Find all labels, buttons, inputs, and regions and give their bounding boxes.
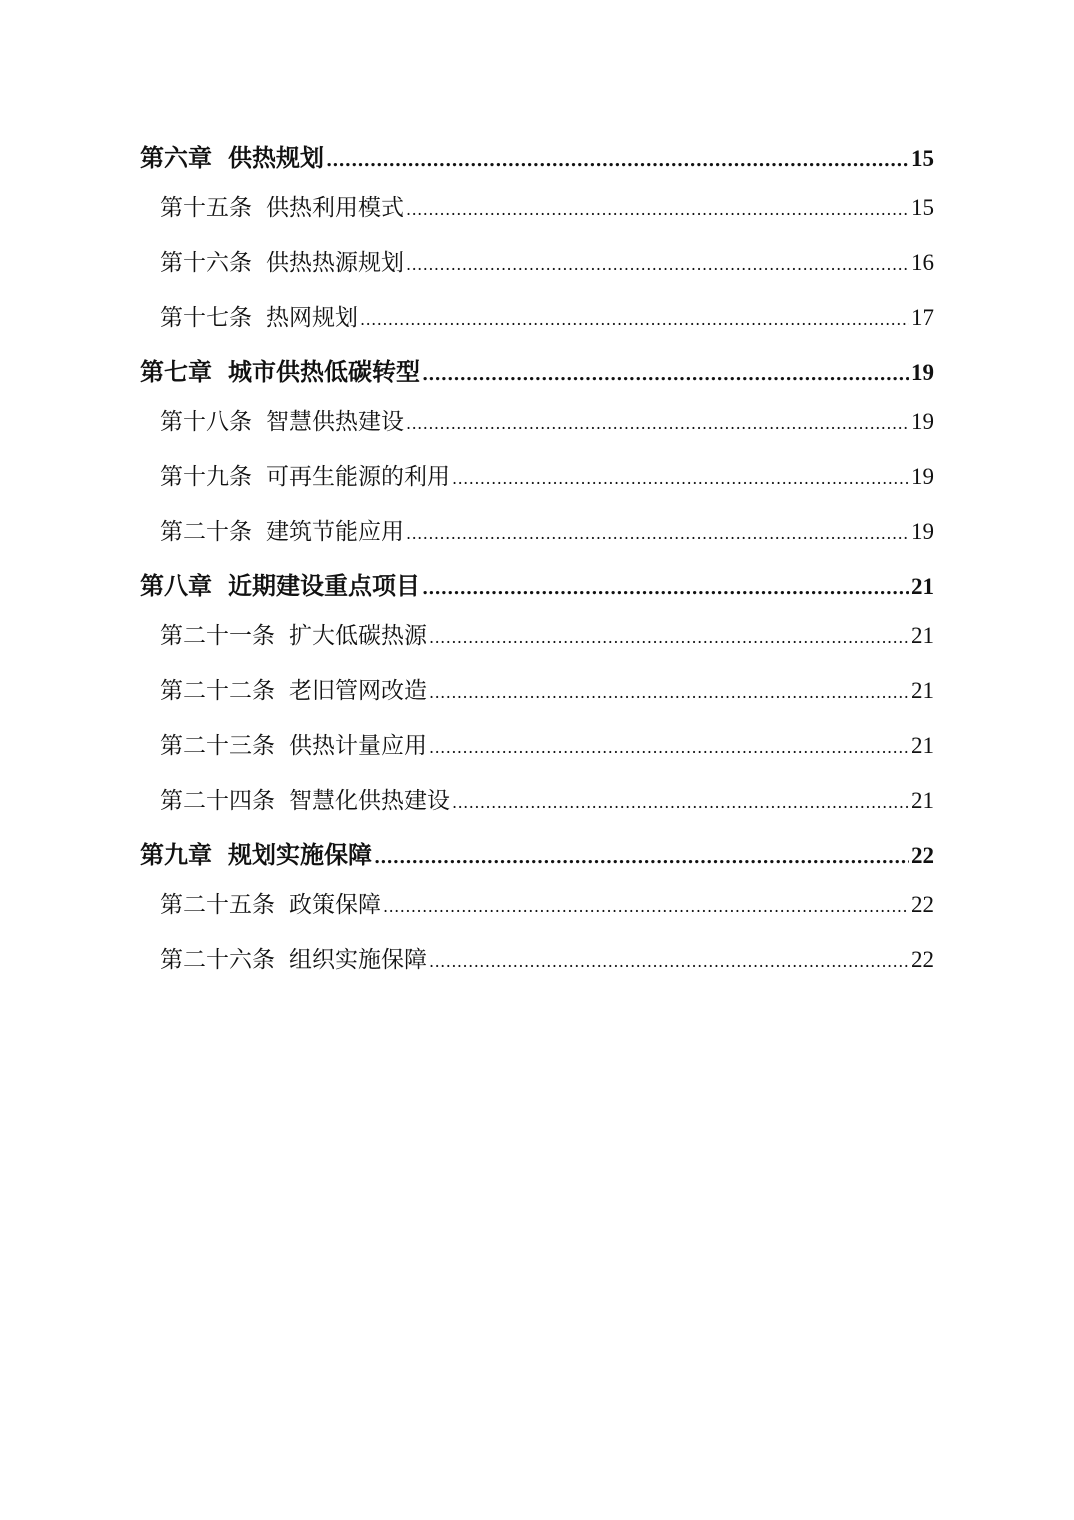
section-title: 可再生能源的利用 (266, 464, 450, 490)
page-number: 19 (911, 519, 934, 544)
page-number: 22 (911, 947, 934, 972)
section-title: 组织实施保障 (289, 947, 427, 973)
section-number: 第二十六条 (160, 947, 275, 973)
section-number: 第十五条 (160, 195, 252, 221)
section-number: 第二十三条 (160, 733, 275, 759)
page-number: 19 (911, 360, 934, 385)
chapter-number: 第六章 (140, 143, 212, 172)
section-number: 第十七条 (160, 305, 252, 331)
section-number: 第二十四条 (160, 788, 275, 814)
toc-section-21[interactable] (140, 616, 934, 671)
dot-leader (422, 354, 909, 393)
chapter-title: 供热规划 (228, 143, 324, 172)
toc-section-25[interactable] (140, 885, 934, 940)
section-title: 政策保障 (289, 892, 381, 918)
page-number: 16 (911, 250, 934, 275)
chapter-number: 第七章 (140, 357, 212, 386)
dot-leader (406, 188, 909, 230)
chapter-number: 第九章 (140, 840, 212, 869)
dot-leader (406, 512, 909, 554)
dot-leader (383, 885, 909, 927)
section-number: 第十九条 (160, 464, 252, 490)
page-number: 17 (911, 305, 934, 330)
dot-leader (406, 402, 909, 444)
toc-section-18[interactable] (140, 402, 934, 457)
toc-section-20[interactable] (140, 512, 934, 568)
page-number: 22 (911, 892, 934, 917)
page-number: 21 (911, 733, 934, 758)
section-title: 智慧化供热建设 (289, 788, 450, 814)
page-number: 19 (911, 464, 934, 489)
page-number: 15 (911, 146, 934, 171)
toc-chapter-7[interactable] (140, 354, 934, 402)
page-number: 21 (911, 623, 934, 648)
toc-chapter-6[interactable] (140, 140, 934, 188)
page-number: 22 (911, 843, 934, 868)
dot-leader (452, 781, 909, 823)
section-title: 供热热源规划 (266, 250, 404, 276)
section-title: 老旧管网改造 (289, 678, 427, 704)
section-title: 智慧供热建设 (266, 409, 404, 435)
chapter-title: 规划实施保障 (228, 840, 372, 869)
section-number: 第十八条 (160, 409, 252, 435)
toc-section-24[interactable] (140, 781, 934, 837)
section-title: 供热利用模式 (266, 195, 404, 221)
chapter-title: 城市供热低碳转型 (228, 357, 420, 386)
section-title: 供热计量应用 (289, 733, 427, 759)
section-number: 第十六条 (160, 250, 252, 276)
dot-leader (429, 616, 909, 658)
dot-leader (406, 243, 909, 285)
toc-chapter-9[interactable] (140, 837, 934, 885)
toc-section-16[interactable] (140, 243, 934, 298)
table-of-contents (140, 140, 934, 995)
toc-section-15[interactable] (140, 188, 934, 243)
section-number: 第二十五条 (160, 892, 275, 918)
dot-leader (429, 940, 909, 982)
page-number: 15 (911, 195, 934, 220)
dot-leader (422, 568, 909, 607)
dot-leader (429, 726, 909, 768)
toc-section-19[interactable] (140, 457, 934, 512)
page-number: 21 (911, 574, 934, 599)
dot-leader (374, 837, 909, 876)
dot-leader (452, 457, 909, 499)
section-title: 热网规划 (266, 305, 358, 331)
page-number: 19 (911, 409, 934, 434)
chapter-title: 近期建设重点项目 (228, 571, 420, 600)
page-number: 21 (911, 788, 934, 813)
section-title: 建筑节能应用 (266, 519, 404, 545)
toc-section-23[interactable] (140, 726, 934, 781)
toc-section-26[interactable] (140, 940, 934, 995)
section-number: 第二十一条 (160, 623, 275, 649)
section-title: 扩大低碳热源 (289, 623, 427, 649)
toc-section-17[interactable] (140, 298, 934, 354)
section-number: 第二十条 (160, 519, 252, 545)
chapter-number: 第八章 (140, 571, 212, 600)
dot-leader (360, 298, 909, 340)
page-number: 21 (911, 678, 934, 703)
toc-chapter-8[interactable] (140, 568, 934, 616)
dot-leader (326, 140, 909, 179)
toc-section-22[interactable] (140, 671, 934, 726)
section-number: 第二十二条 (160, 678, 275, 704)
dot-leader (429, 671, 909, 713)
